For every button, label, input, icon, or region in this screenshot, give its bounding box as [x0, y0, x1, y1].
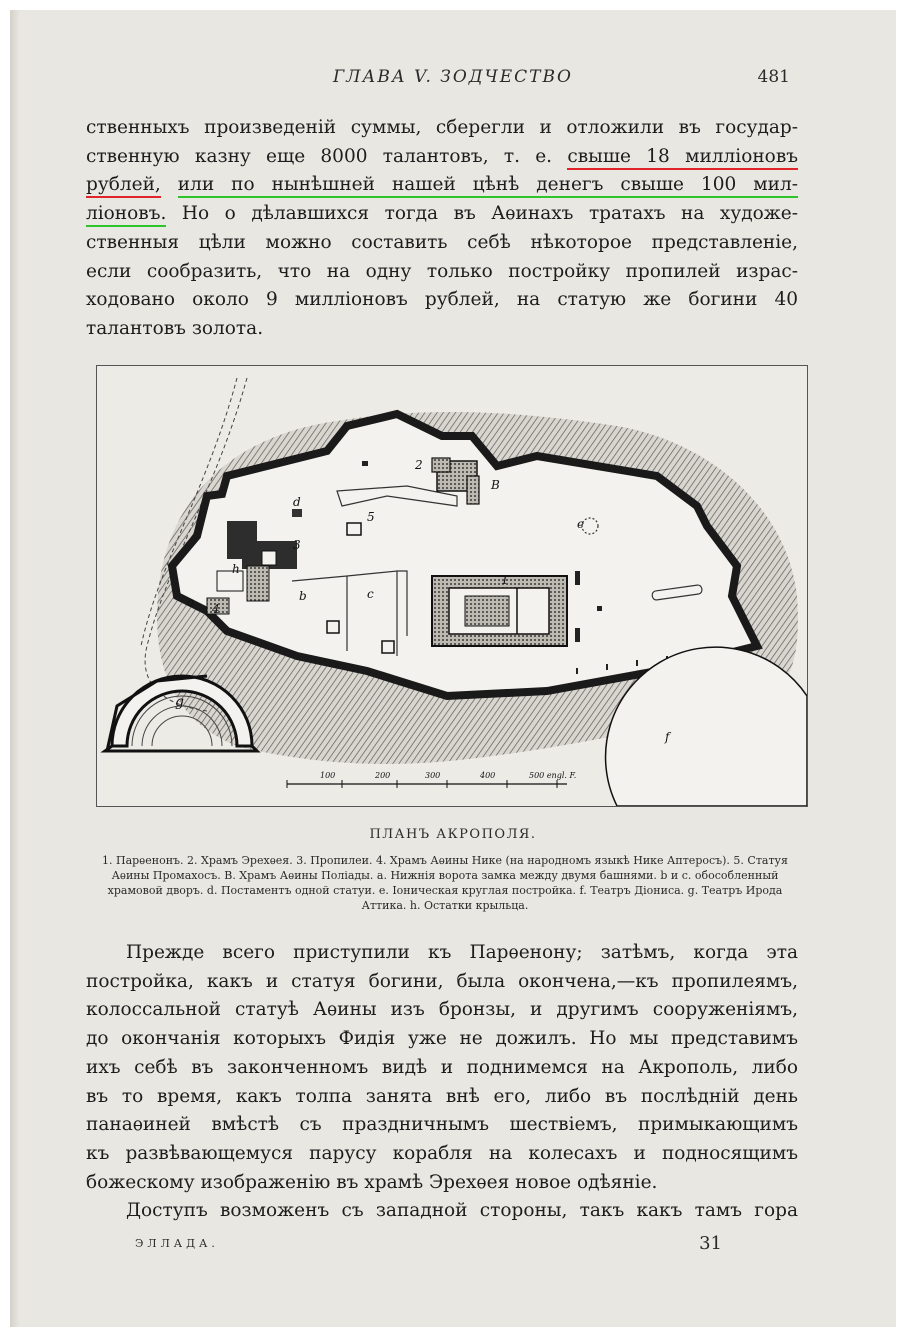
running-head: [10, 67, 896, 97]
small-foundation: [575, 628, 580, 642]
acropolis-plan-map: [97, 366, 807, 806]
small-foundation: [362, 461, 368, 466]
book-page: [10, 10, 896, 1327]
text-line: ходовано около 9 милліоновъ рублей, на статую же богини 40: [86, 289, 798, 311]
green-underline-highlight: ліоновъ.: [86, 203, 166, 227]
red-underline-highlight: свыше 18 милліоновъ: [567, 146, 798, 170]
map-label: f: [665, 730, 670, 744]
map-label: B: [491, 478, 500, 492]
scale-label: 300: [425, 771, 441, 780]
scale-bar: [287, 771, 576, 788]
green-underline-highlight: или по нынѣшней нашей цѣнѣ денегъ свыше 100 мил-: [178, 174, 798, 198]
map-label: g: [175, 694, 184, 710]
text-line: Прежде всего приступили къ Парѳенону; затѣмъ, когда эта: [126, 942, 798, 963]
text-line: талантовъ золота.: [86, 317, 264, 339]
text-line: колоссальной статуѣ Аѳины изъ бронзы, и другимъ сооруженіямъ,: [86, 999, 798, 1021]
map-label: h: [232, 562, 240, 576]
text-line: если сообразить, что на одну только постройку пропилей израс-: [86, 260, 798, 282]
text-line: ственныхъ произведеній суммы, сберегли и отложили въ государ-: [86, 117, 798, 138]
small-foundation: [597, 606, 602, 611]
parthenon-plan: [432, 576, 567, 646]
paragraph-top: [86, 114, 798, 344]
text-segment: Но о дѣлавшихся тогда въ Аѳинахъ тратахъ на художе-: [166, 203, 798, 225]
text-line: божескому изображенію въ храмѣ Эрехѳея новое одѣяніе.: [86, 1171, 658, 1193]
text-line: постройка, какъ и статуя богини, была окончена,—къ пропилеямъ,: [86, 970, 798, 992]
page-spine-shadow: [10, 10, 20, 1327]
text-line: панаѳиней вмѣстѣ съ праздничнымъ шествіемъ, примыкающимъ: [86, 1114, 798, 1136]
text-line: [86, 171, 798, 200]
text-segment: ственную казну еще 8000 талантовъ, т. е.: [86, 145, 568, 167]
map-label: 1: [501, 573, 509, 587]
signature-number: 31: [699, 1233, 722, 1254]
text-line: ихъ себѣ въ законченномъ видѣ и поднимемся на Акрополь, либо: [86, 1056, 798, 1078]
map-label: b: [299, 589, 307, 603]
map-label: 5: [367, 510, 375, 524]
map-label: d: [293, 495, 301, 509]
text-line: [86, 143, 798, 172]
scale-label: 200: [375, 771, 391, 780]
red-underline-highlight: рублей,: [86, 174, 161, 198]
figure-legend: 1. Парѳенонъ. 2. Храмъ Эрехѳея. 3. Пропилеи. 4. Храмъ Аѳины Нике (на народномъ языкѣ Нике Аптеросъ). 5. Статуя Аѳины Промахосъ. B. Храмъ Аѳины Поліады. a. Нижнія ворота замка между двумя башнями. b и c. обособленный храмовой дворъ. d. Постаментъ одной статуи. e. Іоническая круглая постройка. f. Театръ Діониса. g. Театръ Ирода Аттика. h. Остатки крыльца.: [102, 854, 788, 912]
map-label: 3: [293, 538, 301, 552]
text-line: [86, 200, 798, 229]
small-foundation: [575, 571, 580, 585]
text-line: ственныя цѣли можно составить себѣ нѣкоторое представленіе,: [86, 231, 798, 253]
scale-label: 100: [320, 771, 336, 780]
map-label: c: [367, 587, 374, 601]
scale-label: 500 engl. F.: [529, 771, 577, 780]
map-label: a: [187, 595, 195, 609]
page-number: 481: [757, 67, 790, 87]
map-label: e: [577, 517, 585, 531]
signature-title: ЭЛЛАДА.: [135, 1237, 219, 1250]
text-line: къ развѣвающемуся парусу корабля на колесахъ и подносящимъ: [86, 1142, 798, 1164]
page-footer: [10, 1233, 896, 1263]
figure-title: ПЛАНЪ АКРОПОЛЯ.: [369, 827, 537, 842]
text-line: Доступъ возможенъ съ западной стороны, такъ какъ тамъ гора: [126, 1200, 798, 1222]
acropolis-plan-figure: [96, 365, 808, 807]
statue-pedestal-d: [292, 509, 302, 517]
map-label: 2: [415, 458, 423, 472]
text-line: до окончанія которыхъ Фидія уже не дожилъ. Но мы представимъ: [86, 1028, 798, 1050]
chapter-title: ГЛАВА V. ЗОДЧЕСТВО: [333, 67, 573, 87]
text-line: въ то время, какъ толпа занята внѣ его, либо въ послѣдній день: [86, 1085, 798, 1107]
scale-label: 400: [480, 771, 496, 780]
paragraph-bottom: [86, 939, 798, 1226]
map-label: 4: [212, 602, 220, 616]
